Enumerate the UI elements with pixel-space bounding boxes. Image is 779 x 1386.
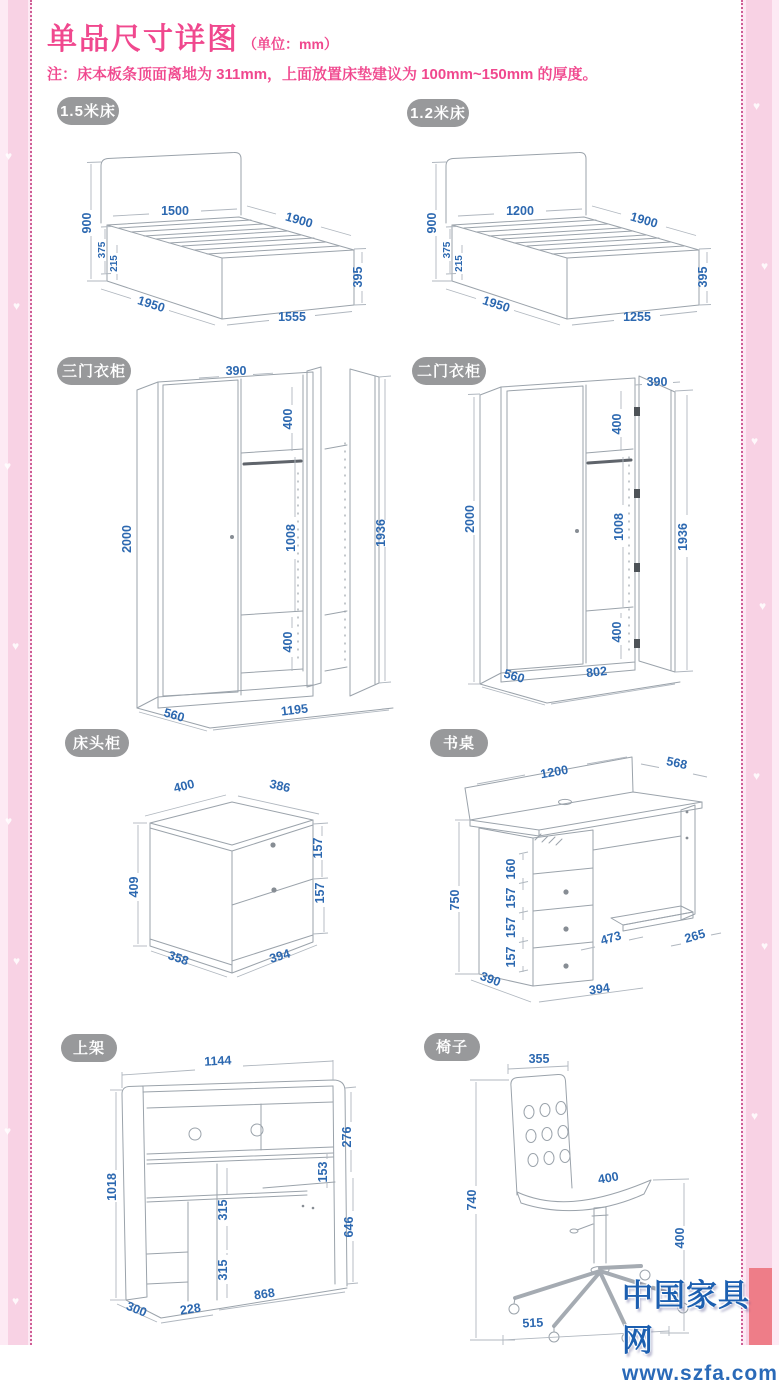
wardrobe-dimension-lines (139, 373, 391, 731)
shelf-outline (122, 1080, 347, 1318)
decor-band-right (741, 0, 779, 1345)
heart-icon: ♥ (5, 149, 13, 163)
dim-label: 228 (179, 1300, 202, 1318)
badge-nightstand: 床头柜 (65, 729, 129, 757)
dim-label: 646 (342, 1216, 356, 1238)
dim-label: 1008 (284, 524, 298, 552)
dim-label: 300 (124, 1298, 149, 1320)
heart-icon: ♥ (759, 599, 767, 613)
dim-label: 394 (588, 980, 611, 998)
badge-bed-1-5: 1.5米床 (57, 97, 119, 125)
heart-icon: ♥ (751, 434, 759, 448)
dim-label: 394 (267, 946, 292, 966)
heart-icon: ♥ (12, 639, 20, 653)
dim-label: 315 (216, 1259, 230, 1281)
dim-label: 358 (166, 948, 191, 969)
dim-label: 1936 (374, 519, 388, 547)
bed-1-2-diagram (400, 133, 745, 338)
dim-label: 568 (665, 754, 689, 773)
dim-label: 157 (313, 882, 327, 904)
dim-label: 1018 (105, 1173, 119, 1201)
heart-icon: ♥ (13, 954, 21, 968)
dim-label: 1500 (161, 204, 189, 218)
dim-label: 900 (425, 212, 439, 234)
desk-diagram (435, 750, 745, 1010)
dim-label: 400 (610, 413, 624, 435)
decor-band-left (0, 0, 32, 1345)
heart-icon: ♥ (12, 1294, 20, 1308)
bed-1-5-diagram (55, 133, 400, 338)
dim-label: 740 (465, 1189, 479, 1211)
dim-label: 157 (504, 917, 518, 938)
heart-icon: ♥ (4, 459, 12, 473)
dim-label: 375 (442, 241, 453, 259)
dim-label: 395 (351, 266, 365, 288)
heart-icon: ♥ (761, 939, 769, 953)
dim-label: 157 (311, 837, 325, 859)
dim-label: 1900 (283, 209, 315, 231)
dim-label: 390 (225, 364, 247, 378)
dim-label: 1950 (135, 293, 167, 316)
dim-label: 355 (528, 1052, 550, 1066)
watermark (622, 1270, 779, 1386)
heart-icon: ♥ (753, 99, 761, 113)
dim-label: 1936 (676, 523, 690, 551)
dim-label: 473 (598, 928, 623, 948)
dim-label: 1950 (480, 293, 512, 316)
badge-bed-1-2: 1.2米床 (407, 99, 469, 127)
dim-label: 375 (97, 241, 108, 259)
dim-label: 2000 (463, 505, 477, 533)
dim-label: 2000 (120, 525, 134, 553)
watermark-site-url: www.szfa.com (622, 1362, 778, 1385)
heart-icon: ♥ (5, 814, 13, 828)
page-title (47, 14, 338, 58)
heart-icon: ♥ (13, 299, 21, 313)
wardrobe-outline (137, 367, 393, 728)
dim-label: 1195 (280, 701, 309, 719)
badge-wardrobe-2door: 二门衣柜 (412, 357, 486, 385)
badge-shelf: 上架 (61, 1034, 117, 1062)
dim-label: 1008 (612, 513, 626, 541)
wardrobe-2door-diagram (435, 373, 745, 713)
page-title-unit: （单位：mm） (243, 36, 338, 52)
dim-label: 157 (504, 887, 518, 909)
dim-label: 315 (216, 1199, 230, 1221)
wardrobe-outline (480, 376, 680, 703)
dim-label: 400 (596, 1169, 620, 1187)
dim-label: 400 (610, 621, 624, 643)
dim-label: 160 (504, 858, 518, 880)
dim-label: 560 (502, 666, 527, 686)
dim-label: 395 (696, 266, 710, 288)
dim-label: 868 (253, 1285, 276, 1303)
mattress-note: 注：床本板条顶面离地为 311mm，上面放置床垫建议为 100mm~150mm 的厚度。 (47, 66, 598, 83)
dim-label: 515 (522, 1315, 544, 1331)
dim-label: 400 (281, 631, 295, 653)
dim-label: 1200 (539, 762, 570, 782)
dim-label: 215 (454, 255, 465, 272)
dim-label: 560 (162, 705, 187, 725)
dim-label: 390 (478, 969, 503, 990)
heart-icon: ♥ (751, 1109, 759, 1123)
dim-label: 400 (172, 776, 196, 796)
badge-chair: 椅子 (424, 1033, 480, 1061)
dim-label: 400 (673, 1227, 687, 1249)
heart-icon: ♥ (753, 769, 761, 783)
nightstand-diagram (115, 765, 365, 1010)
badge-wardrobe-3door: 三门衣柜 (57, 357, 131, 385)
dim-label: 153 (316, 1161, 330, 1183)
dim-label: 386 (268, 776, 292, 796)
dim-label: 409 (127, 876, 141, 898)
dim-label: 1144 (203, 1053, 232, 1069)
wardrobe-dimension-lines (468, 382, 693, 705)
heart-icon: ♥ (761, 259, 769, 273)
dim-label: 215 (109, 255, 120, 272)
upper-shelf-diagram (55, 1048, 400, 1345)
dim-label: 1900 (628, 209, 660, 231)
heart-icon: ♥ (4, 1124, 12, 1138)
dim-label: 1255 (623, 310, 651, 324)
dim-label: 1555 (278, 310, 306, 324)
badge-desk: 书桌 (430, 729, 488, 757)
desk-outline (465, 757, 702, 986)
watermark-site-name: 中国家具网 (622, 1278, 750, 1358)
dim-label: 802 (585, 663, 608, 681)
nightstand-outline (150, 802, 313, 973)
wardrobe-3door-diagram (95, 365, 405, 735)
dim-label: 390 (646, 375, 668, 389)
dim-label: 750 (448, 889, 462, 911)
dim-label: 1200 (506, 204, 534, 218)
dim-label: 265 (682, 926, 707, 946)
dim-label: 900 (80, 212, 94, 234)
dim-label: 400 (281, 408, 295, 430)
page-title-text: 单品尺寸详图 (47, 23, 239, 56)
dim-label: 157 (504, 946, 518, 968)
dim-label: 276 (340, 1126, 354, 1148)
